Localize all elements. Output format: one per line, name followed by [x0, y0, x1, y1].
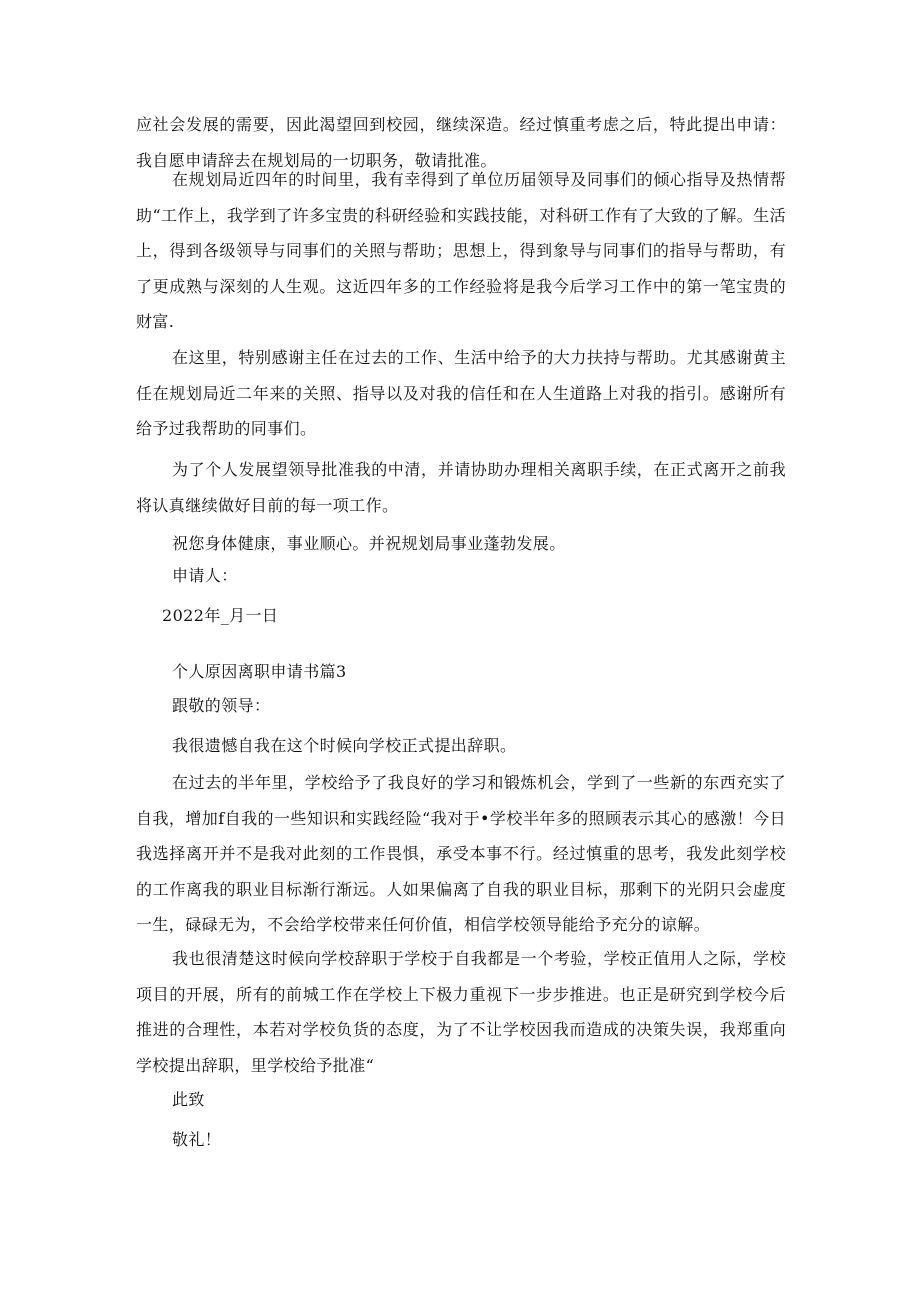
- closing-jingli: 敬礼！: [172, 1130, 222, 1149]
- closing-cizhi: 此致: [172, 1090, 205, 1109]
- paragraph-awareness: 我也很清楚这时候向学校辞职于学校于自我都是一个考验，学校正值用人之际，学校项目的开展，所有的前城工作在学校上下极力重视下一步步推进。也正是研究到学校今后推进的合理性，本若对学校负货的态度，为了不让学校因我而造成的决策失误，我郑重向学校提出辞职，里学校给予批准“: [136, 949, 786, 1075]
- paragraph-past-half-year: 在过去的半年里，学校给予了我良好的学习和锻炼机会，学到了一些新的东西充实了自我，增加f自我的一些知识和实践经险“我对于•学校半年多的照顾表示其心的感激！今日我选择离开并不是我对此刻的工作畏惧，承受本事不行。经过慎重的思考，我发此刻学校的工作离我的职业目标渐行渐远。人如果偏离了自我的职业目标，那剩下的光阴只会虚度一生，碌碌无为，不会给学校带来任何价值，相信学校领导能给予充分的谅解。: [136, 773, 786, 934]
- paragraph-request-approval: 为了个人发展望领导批准我的中清，并请协助办理相关离职手续，在正式离开之前我将认真继续做好目前的每一项工作。: [136, 460, 786, 515]
- date-line: 2022年_月一日: [162, 606, 279, 625]
- paragraph-resignation-statement: 我很遗憾自我在这个时候向学校正式提出辞职。: [172, 736, 517, 755]
- salutation: 跟敬的领导：: [172, 696, 271, 715]
- section-title: 个人原因离职申请书篇3: [172, 662, 347, 681]
- paragraph-thanks-director: 在这里，特别感谢主任在过去的工作、生活中给予的大力扶持与帮助。尤其感谢黄主任在规划局近二年来的关照、指导以及对我的信任和在人生道路上对我的指引。感谢所有给予过我帮助的同事们。: [136, 348, 786, 438]
- applicant-label: 申请人：: [172, 566, 238, 585]
- paragraph-gratitude-work: 在规划局近四年的时间里，我有幸得到了单位历届领导及同事们的倾心指导及热情帮助“工作上，我学到了许多宝贵的科研经验和实践技能，对科研工作有了大致的了解。生活上，得到各级领导与同事们的关照与帮助；思想上，得到象导与同事们的指导与帮助，有了更成熟与深刻的人生观。这近四年多的工作经验将是我今后学习工作中的第一笔宝贵的财富.: [136, 170, 786, 331]
- paragraph-intro: 应社会发展的需要，因此渴望回到校园，继续深造。经过慎重考虑之后，特此提出申请：我自愿申请辞去在规划局的一切职务，敬请批准。: [136, 115, 786, 170]
- paragraph-wishes: 祝您身体健康，事业顺心。并祝规划局事业蓬勃发展。: [172, 534, 566, 553]
